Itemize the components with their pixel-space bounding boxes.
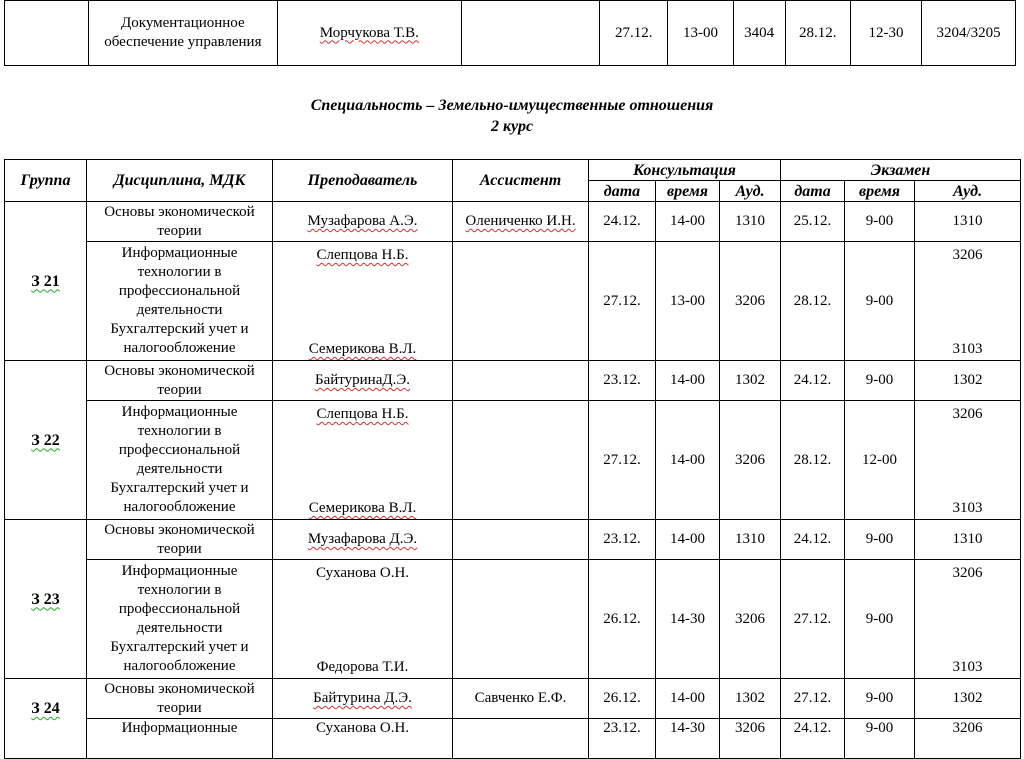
table-row (5, 520, 1021, 560)
assistant-cell (453, 560, 589, 679)
exam-date-cell: 27.12. (781, 679, 845, 719)
consultation-date-cell: 26.12. (589, 679, 656, 719)
consultation-room-cell: 1310 (720, 520, 781, 560)
exam-schedule-table (4, 159, 1021, 759)
consultation-time-cell: 14-30 (656, 719, 720, 759)
assistant-cell (461, 1, 600, 66)
header-group: Группа (5, 160, 87, 202)
discipline-cell: Основы экономической теории (87, 361, 273, 401)
exam-date-cell: 28.12. (781, 242, 845, 361)
consultation-time-cell: 13-00 (656, 242, 720, 361)
consultation-date-cell: 27.12. (589, 242, 656, 361)
table-row (5, 560, 1021, 679)
header-teacher: Преподаватель (273, 160, 453, 202)
teacher-cell: БайтуринаД.Э. (273, 361, 453, 401)
header-consultation-time: время (656, 181, 720, 202)
consultation-room-cell: 3206 (720, 719, 781, 759)
discipline-cell: Информационные технологии в профессиональной деятельности Бухгалтерский учет и налогообложение (87, 560, 273, 679)
header-exam-room: Ауд. (915, 181, 1021, 202)
teacher-cell: Слепцова Н.Б. Семерикова В.Л. (273, 242, 453, 361)
exam-date-cell: 24.12. (781, 520, 845, 560)
discipline-cell: Основы экономической теории (87, 202, 273, 242)
group-cell (5, 1, 89, 66)
exam-date-cell: 27.12. (781, 560, 845, 679)
teacher-cell: Суханова О.Н. (273, 719, 453, 759)
assistant-cell: Савченко Е.Ф. (453, 679, 589, 719)
assistant-cell (453, 520, 589, 560)
exam-time-cell: 12-30 (850, 1, 921, 66)
consultation-time-cell: 14-00 (656, 520, 720, 560)
group-cell: З 22 (5, 361, 87, 520)
header-consultation-room: Ауд. (720, 181, 781, 202)
exam-room-cell: 3206 3103 (915, 560, 1021, 679)
assistant-cell (453, 242, 589, 361)
consultation-time-cell: 14-30 (656, 560, 720, 679)
exam-room-cell: 3204/3205 (922, 1, 1016, 66)
consultation-time-cell: 14-00 (656, 361, 720, 401)
teacher-cell: Байтурина Д.Э. (273, 679, 453, 719)
consultation-date-cell: 27.12. (600, 1, 668, 66)
exam-date-cell: 28.12. (781, 401, 845, 520)
header-consultation-date: дата (589, 181, 656, 202)
assistant-cell: Олениченко И.Н. (453, 202, 589, 242)
assistant-cell (453, 719, 589, 759)
table-row (5, 719, 1021, 759)
group-cell: З 21 (5, 202, 87, 361)
exam-room-cell: 1302 (915, 679, 1021, 719)
discipline-cell: Основы экономической теории (87, 520, 273, 560)
teacher-cell: Слепцова Н.Б. Семерикова В.Л. (273, 401, 453, 520)
exam-time-cell: 9-00 (845, 719, 915, 759)
exam-time-cell: 9-00 (845, 520, 915, 560)
teacher-cell: Музафарова А.Э. (273, 202, 453, 242)
exam-room-cell: 1310 (915, 520, 1021, 560)
exam-room-cell: 3206 3103 (915, 401, 1021, 520)
consultation-room-cell: 1310 (720, 202, 781, 242)
table-row (5, 1, 1016, 66)
consultation-date-cell: 24.12. (589, 202, 656, 242)
table-row (5, 242, 1021, 361)
consultation-room-cell: 3206 (720, 560, 781, 679)
consultation-date-cell: 23.12. (589, 361, 656, 401)
header-discipline: Дисциплина, МДК (87, 160, 273, 202)
consultation-time-cell: 14-00 (656, 401, 720, 520)
consultation-time-cell: 14-00 (656, 679, 720, 719)
consultation-date-cell: 27.12. (589, 401, 656, 520)
teacher-cell: Суханова О.Н. Федорова Т.И. (273, 560, 453, 679)
consultation-time-cell: 14-00 (656, 202, 720, 242)
header-exam-time: время (845, 181, 915, 202)
exam-date-cell: 24.12. (781, 719, 845, 759)
table-row (5, 361, 1021, 401)
exam-room-cell: 3206 3103 (915, 242, 1021, 361)
exam-date-cell: 25.12. (781, 202, 845, 242)
header-consultation: Консультация (589, 160, 781, 181)
exam-room-cell: 1302 (915, 361, 1021, 401)
assistant-cell (453, 401, 589, 520)
assistant-cell (453, 361, 589, 401)
discipline-cell: Документационное обеспечение управления (88, 1, 278, 66)
exam-room-cell: 1310 (915, 202, 1021, 242)
exam-time-cell: 9-00 (845, 679, 915, 719)
consultation-room-cell: 1302 (720, 361, 781, 401)
teacher-cell: Музафарова Д.Э. (273, 520, 453, 560)
discipline-cell: Информационные (87, 719, 273, 759)
consultation-date-cell: 23.12. (589, 719, 656, 759)
discipline-cell: Основы экономической теории (87, 679, 273, 719)
header-assistant: Ассистент (453, 160, 589, 202)
table-row (5, 401, 1021, 520)
discipline-cell: Информационные технологии в профессиональной деятельности Бухгалтерский учет и налогообложение (87, 242, 273, 361)
table-row (5, 202, 1021, 242)
discipline-cell: Информационные технологии в профессиональной деятельности Бухгалтерский учет и налогообложение (87, 401, 273, 520)
consultation-date-cell: 26.12. (589, 560, 656, 679)
previous-schedule-table (4, 0, 1016, 66)
consultation-room-cell: 1302 (720, 679, 781, 719)
group-cell: З 24 (5, 679, 87, 759)
exam-date-cell: 24.12. (781, 361, 845, 401)
group-cell: З 23 (5, 520, 87, 679)
header-exam-date: дата (781, 181, 845, 202)
exam-date-cell: 28.12. (785, 1, 850, 66)
header-exam: Экзамен (781, 160, 1021, 181)
teacher-cell: Морчукова Т.В. (278, 1, 461, 66)
exam-time-cell: 9-00 (845, 242, 915, 361)
exam-time-cell: 9-00 (845, 361, 915, 401)
specialty-title: Специальность – Земельно-имущественные отношения (310, 97, 714, 114)
consultation-room-cell: 3206 (720, 242, 781, 361)
exam-time-cell: 9-00 (845, 560, 915, 679)
consultation-date-cell: 23.12. (589, 520, 656, 560)
table-row (5, 679, 1021, 719)
consultation-room-cell: 3206 (720, 401, 781, 520)
consultation-room-cell: 3404 (733, 1, 785, 66)
course-title: 2 курс (490, 118, 534, 135)
exam-room-cell: 3206 (915, 719, 1021, 759)
exam-time-cell: 12-00 (845, 401, 915, 520)
exam-time-cell: 9-00 (845, 202, 915, 242)
consultation-time-cell: 13-00 (668, 1, 733, 66)
